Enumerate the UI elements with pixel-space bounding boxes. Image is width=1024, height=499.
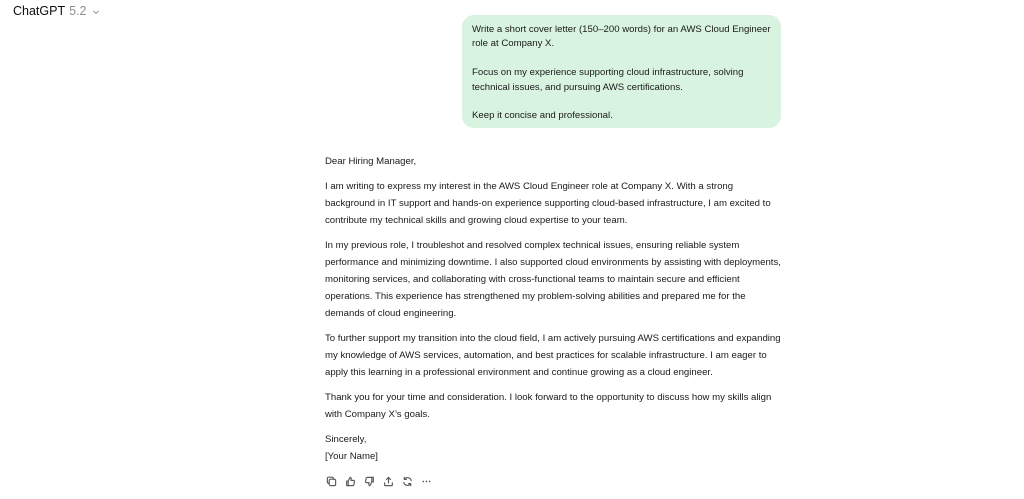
letter-paragraph: In my previous role, I troubleshot and resolved complex technical issues, ensuring reliable system performance and minimizing downtime. I also supported cloud environments by assisting with deployments, monitoring services, and collaborating with cross-functional teams to maintain secure and efficient operations. This experience has strengthened my problem-solving abilities and prepared me for the demands of cloud engineering. (325, 240, 781, 319)
model-selector[interactable] (13, 3, 100, 19)
letter-signature: [Your Name] (325, 450, 378, 462)
user-message-line: Focus on my experience supporting cloud infrastructure, solving technical issues, and pursuing AWS certifications. (472, 67, 744, 93)
chevron-down-icon (92, 8, 100, 16)
thumbs-down-button[interactable] (363, 475, 375, 487)
thumbs-up-icon (345, 476, 356, 487)
regenerate-icon (402, 476, 413, 487)
more-icon (421, 476, 432, 487)
app-title: ChatGPT (13, 4, 66, 18)
copy-icon (326, 476, 337, 487)
copy-button[interactable] (325, 475, 337, 487)
letter-closing: Sincerely, (325, 434, 367, 446)
user-message-bubble (462, 15, 781, 128)
share-icon (383, 476, 394, 487)
model-version: 5.2 (69, 4, 87, 18)
regenerate-button[interactable] (401, 475, 413, 487)
letter-paragraph: I am writing to express my interest in the AWS Cloud Engineer role at Company X. With a strong background in IT support and hands-on experience supporting cloud-based infrastructure, I am excited to contribute my technical skills and growing cloud expertise to your team. (325, 181, 771, 226)
share-button[interactable] (382, 475, 394, 487)
user-message-line: Write a short cover letter (150–200 words) for an AWS Cloud Engineer role at Company X. (472, 24, 771, 50)
message-actions (325, 475, 432, 487)
assistant-message (325, 154, 785, 466)
thumbs-down-icon (364, 476, 375, 487)
letter-greeting: Dear Hiring Manager, (325, 156, 417, 167)
user-message-line: Keep it concise and professional. (472, 110, 613, 122)
letter-paragraph: Thank you for your time and consideration. I look forward to the opportunity to discuss how my skills align with Company X’s goals. (325, 391, 772, 420)
letter-paragraph: To further support my transition into the cloud field, I am actively pursuing AWS certifications and expanding my knowledge of AWS services, automation, and best practices for scalable infrastructure. I am eager to apply this learning in a professional environment and continue growing as a cloud engineer. (325, 332, 781, 378)
thumbs-up-button[interactable] (344, 475, 356, 487)
more-actions-button[interactable] (420, 475, 432, 487)
